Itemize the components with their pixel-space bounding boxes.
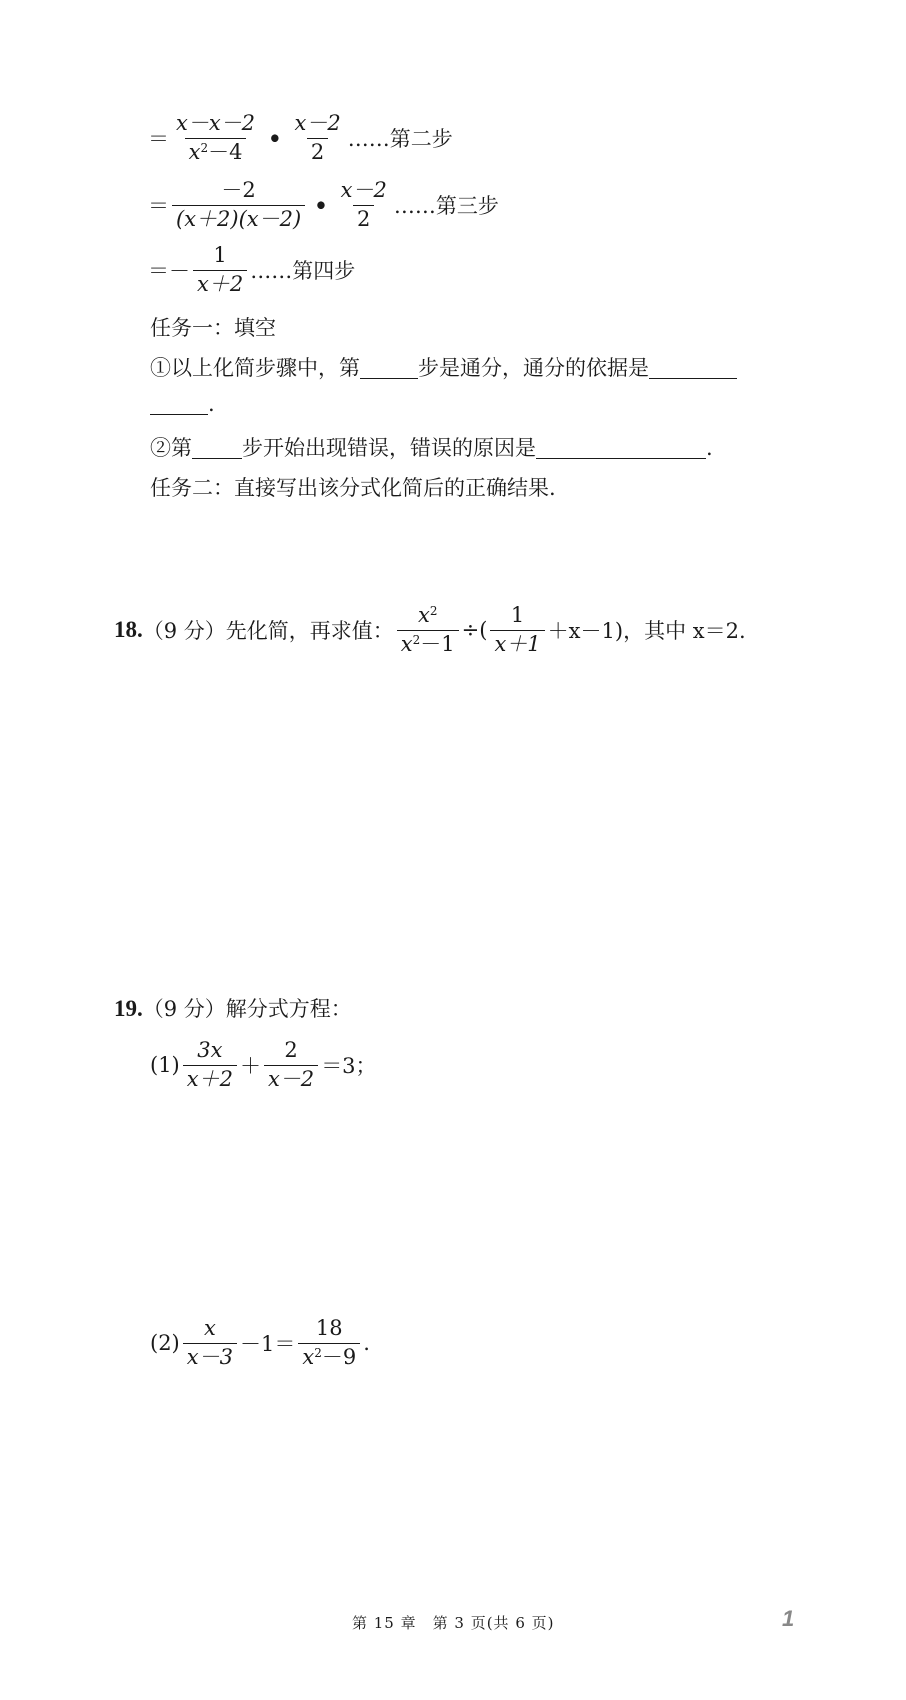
fraction: $\frac{x^2}{x^2-1}$: [397, 604, 459, 655]
fraction: $\frac{2}{x-2}$: [264, 1039, 318, 1090]
task-one-title: 任务一：填空: [150, 316, 276, 340]
answer-blank[interactable]: [536, 457, 706, 459]
fraction: $\frac{1}{x+2}$: [193, 244, 247, 295]
task-two-title: 任务二：直接写出该分式化简后的正确结果.: [150, 476, 556, 500]
question-19-part-1: (1) $\frac{3x}{x+2}$ ＋ $\frac{2}{x-2}$ ＝3；: [150, 1038, 377, 1091]
page-footer: 第 15 章 第 3 页(共 6 页): [352, 1614, 555, 1632]
step-label: ……第四步: [250, 259, 356, 283]
task-one-question-1-cont: .: [150, 392, 215, 416]
step-label: ……第二步: [347, 127, 453, 151]
question-19: 19.（9 分）解分式方程：: [114, 996, 352, 1021]
fraction: $\frac{1}{x+1}$: [490, 604, 544, 655]
equals-sign: ＝: [148, 127, 169, 151]
answer-blank[interactable]: [192, 457, 242, 459]
question-number: 18.: [114, 617, 143, 642]
question-number: 19.: [114, 996, 143, 1021]
page-number: 1: [782, 1606, 795, 1631]
answer-blank[interactable]: [150, 413, 208, 415]
fraction: $\frac{x}{x-3}$: [183, 1317, 237, 1368]
step-four-line: ＝－ $\frac{1}{x+2}$ ……第四步: [148, 243, 356, 296]
answer-blank[interactable]: [360, 377, 418, 379]
step-two-line: ＝ $\frac{x-x-2}{x^2-4}$ • $\frac{x-2}{2}$ ……第二步: [148, 111, 453, 164]
question-19-part-2: (2) $\frac{x}{x-3}$ －1＝ $\frac{18}{x^2-9}$ .: [150, 1316, 370, 1369]
fraction: $\frac{x-2}{2}$: [294, 111, 341, 164]
step-three-line: ＝ $\frac{-2}{(x+2)(x-2)}$ • $\frac{x-2}{2}$ ……第三步: [148, 178, 499, 231]
step-label: ……第三步: [393, 194, 499, 218]
fraction: $\frac{x-x-2}{x^2-4}$: [176, 111, 256, 164]
fraction: $\frac{x-2}{2}$: [340, 178, 387, 231]
fraction: $\frac{3x}{x+2}$: [183, 1039, 237, 1090]
fraction: $\frac{-2}{(x+2)(x-2)}$: [172, 179, 305, 230]
answer-blank[interactable]: [649, 377, 737, 379]
task-one-question-2: ②第 步开始出现错误，错误的原因是 .: [150, 436, 713, 460]
task-one-question-1: ①以上化简步骤中，第 步是通分，通分的依据是: [150, 352, 737, 382]
question-18: 18. （9 分）先化简，再求值： $\frac{x^2}{x^2-1}$ ÷( $\frac{1}{x+1}$ ＋x－1)，其中 x＝2.: [114, 603, 746, 656]
fraction: $\frac{18}{x^2-9}$: [298, 1317, 360, 1368]
